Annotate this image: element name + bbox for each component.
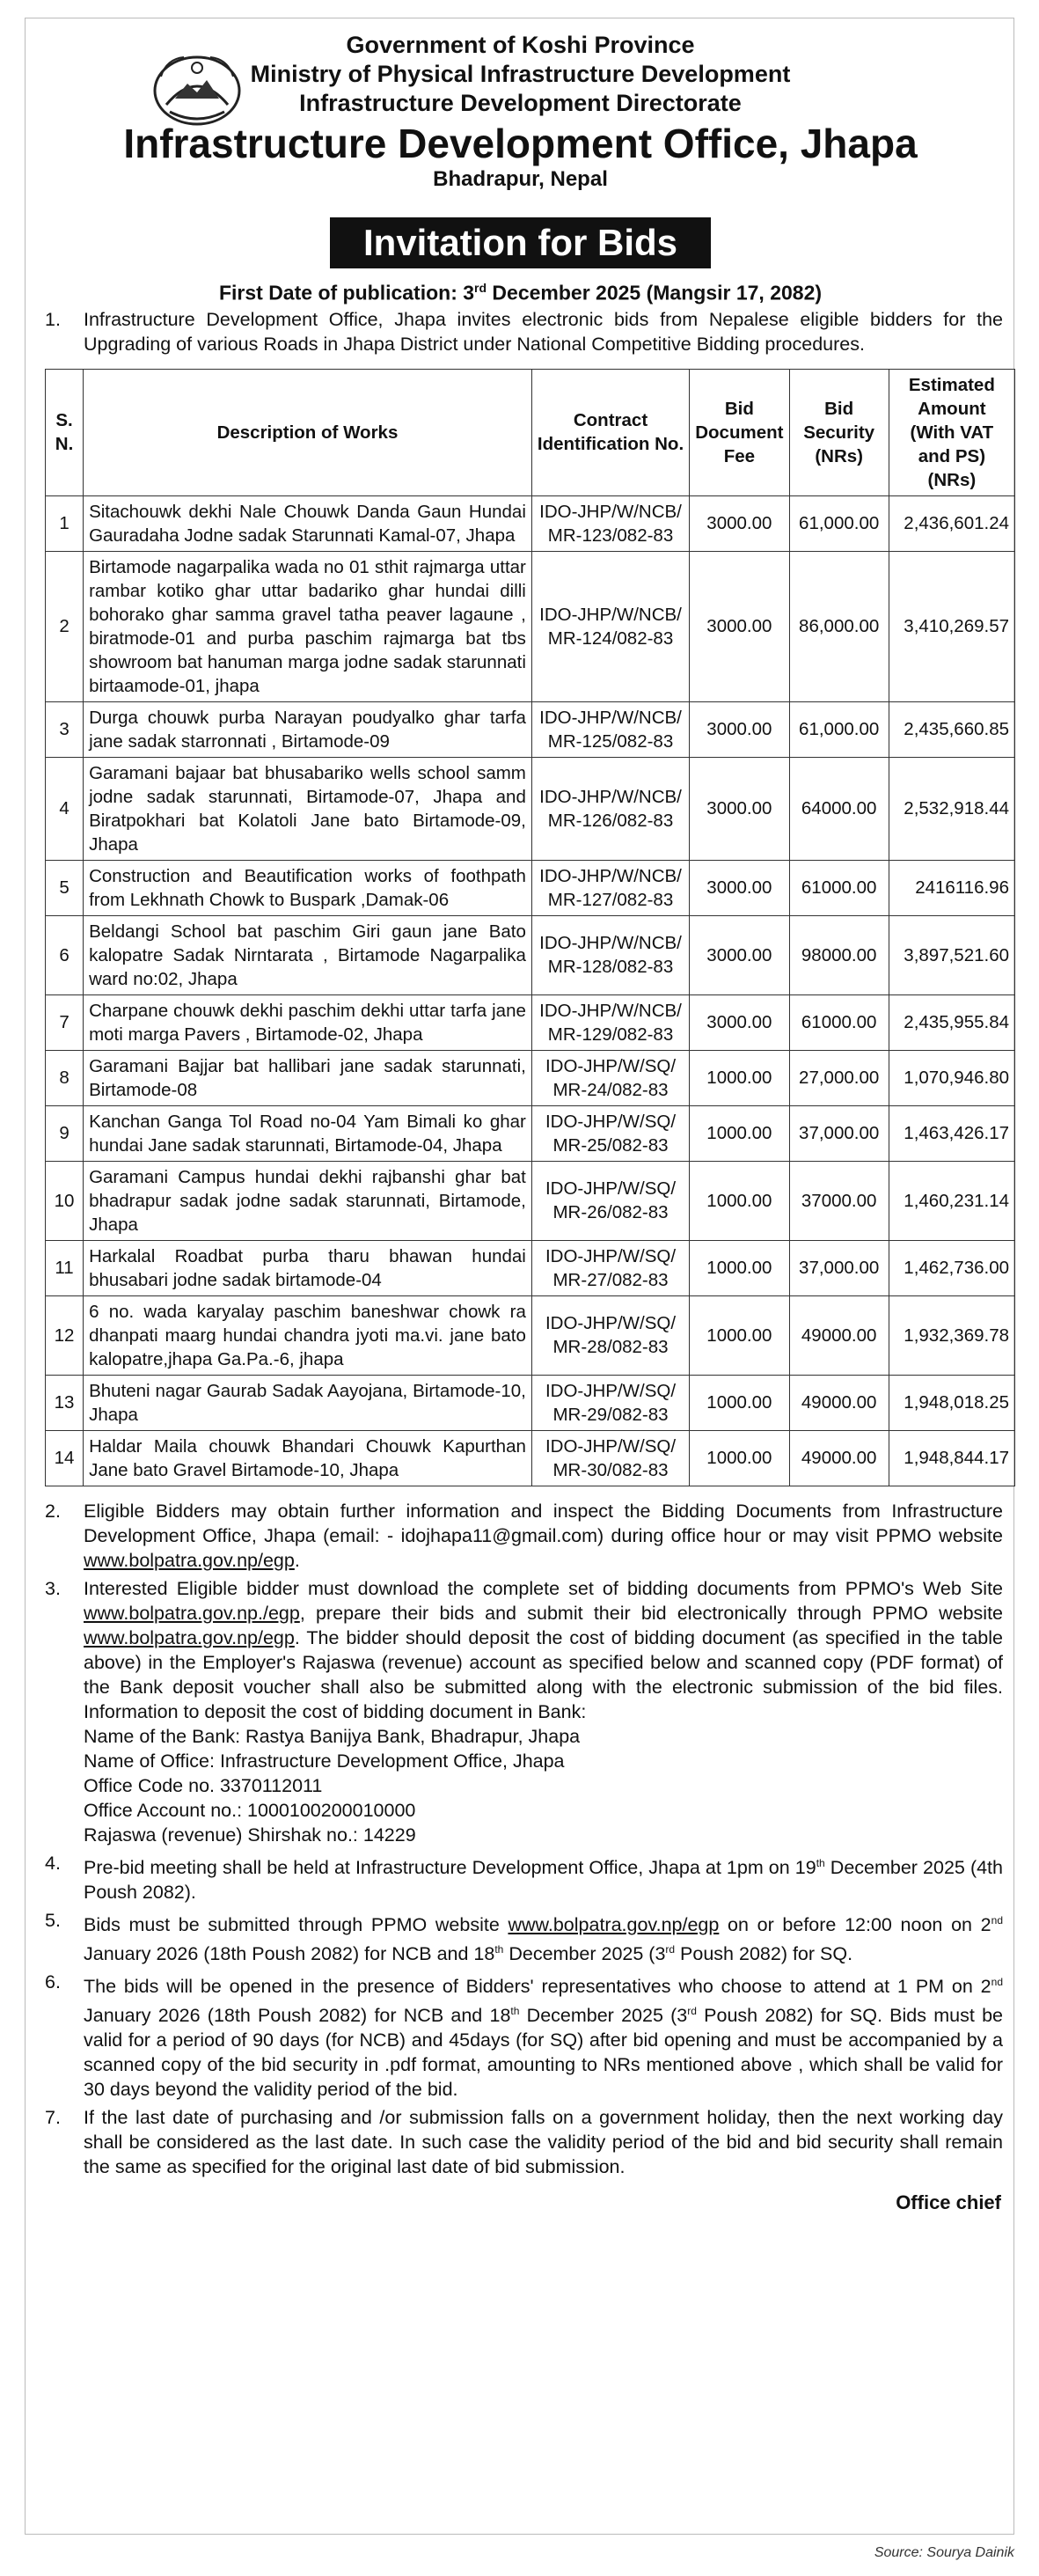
row-estimated-amount: 1,948,018.25 — [889, 1375, 1014, 1430]
paragraph-3: 3. Interested Eligible bidder must download the complete set of bidding documents from PPMO's Web Site www.bolpatra.gov.np./egp, prepare their bids and submit their bid electronically through PPMO website www.bolpatra.gov.np/egp. The bidder should deposit the cost of bidding document (as specified in the table above) in the Employer's Rajaswa (revenue) account as specified below and scanned copy (PDF format) of the Bank deposit voucher shall also be submitted along with the electronic submission of the bid files. Information to deposit the cost of bidding document in Bank: Name of the Bank: Rastya Banijya Bank, Bhadrapur, Jhapa Name of Office: Infrastructure Development Office, Jhapa Office Code no. 3370112011 Office Account no.: 1000100200010000 Rajaswa (revenue) Shirshak no.: 14229 — [45, 1577, 1003, 1846]
row-contract-id: IDO-JHP/W/SQ/ MR-24/082-83 — [531, 1050, 689, 1105]
row-description: Beldangi School bat paschim Giri gaun jane Bato kalopatre Sadak Nirntarata , Birtamode Nagarpalika ward no:02, Jhapa — [84, 915, 532, 994]
row-bid-security: 27,000.00 — [789, 1050, 889, 1105]
table-row — [46, 551, 1015, 701]
header-contract-id: Contract Identification No. — [531, 369, 689, 495]
publication-date: First Date of publication: 3rd December 2025 (Mangsir 17, 2082) — [218, 281, 823, 305]
row-contract-id: IDO-JHP/W/NCB/ MR-125/082-83 — [531, 701, 689, 757]
row-estimated-amount: 2,532,918.44 — [889, 757, 1014, 860]
office-title: Infrastructure Development Office, Jhapa — [123, 121, 918, 166]
row-doc-fee: 1000.00 — [690, 1430, 789, 1486]
header-estimated-amount: Estimated Amount (With VAT and PS) (NRs) — [889, 369, 1014, 495]
table-row — [46, 915, 1015, 994]
row-contract-id: IDO-JHP/W/SQ/ MR-30/082-83 — [531, 1430, 689, 1486]
row-doc-fee: 1000.00 — [690, 1240, 789, 1295]
signature: Office chief — [896, 2191, 1001, 2214]
row-sn: 12 — [46, 1295, 84, 1375]
paragraph-7: 7. If the last date of purchasing and /or submission falls on a government holiday, then the next working day shall be considered as the last date. In such case the validity period of the bid and bid security shall remain the same as specified for the original last date of bid submission. — [45, 2107, 1003, 2178]
row-estimated-amount: 2416116.96 — [889, 860, 1014, 915]
row-description: Garamani Campus hundai dekhi rajbanshi ghar bat bhadrapur sadak jodne sadak starunnati, Birtamode, Jhapa — [84, 1161, 532, 1240]
header-description: Description of Works — [84, 369, 532, 495]
row-contract-id: IDO-JHP/W/SQ/ MR-27/082-83 — [531, 1240, 689, 1295]
row-sn: 10 — [46, 1161, 84, 1240]
table-row — [46, 994, 1015, 1050]
rajaswa-shirshak: Rajaswa (revenue) Shirshak no.: 14229 — [84, 1824, 416, 1846]
row-bid-security: 37000.00 — [789, 1161, 889, 1240]
row-contract-id: IDO-JHP/W/NCB/ MR-128/082-83 — [531, 915, 689, 994]
bank-name: Name of the Bank: Rastya Banijya Bank, Bhadrapur, Jhapa — [84, 1725, 581, 1747]
row-estimated-amount: 2,435,955.84 — [889, 994, 1014, 1050]
row-description: Haldar Maila chouwk Bhandari Chouwk Kapurthan Jane bato Gravel Birtamode-10, Jhapa — [84, 1430, 532, 1486]
bids-table — [45, 369, 1015, 1486]
row-description: Kanchan Ganga Tol Road no-04 Yam Bimali ko ghar hundai Jane sadak starunnati, Birtamode-04, Jhapa — [84, 1105, 532, 1161]
paragraph-4: 4. Pre-bid meeting shall be held at Infrastructure Development Office, Jhapa at 1pm on 19th December 2025 (4th Poush 2082). — [45, 1852, 1003, 1903]
row-bid-security: 37,000.00 — [789, 1240, 889, 1295]
row-contract-id: IDO-JHP/W/SQ/ MR-28/082-83 — [531, 1295, 689, 1375]
row-bid-security: 37,000.00 — [789, 1105, 889, 1161]
row-sn: 3 — [46, 701, 84, 757]
row-doc-fee: 3000.00 — [690, 757, 789, 860]
ministry-line: Ministry of Physical Infrastructure Development — [250, 61, 791, 87]
row-bid-security: 49000.00 — [789, 1375, 889, 1430]
row-doc-fee: 3000.00 — [690, 701, 789, 757]
row-doc-fee: 3000.00 — [690, 915, 789, 994]
row-contract-id: IDO-JHP/W/NCB/ MR-126/082-83 — [531, 757, 689, 860]
row-contract-id: IDO-JHP/W/NCB/ MR-123/082-83 — [531, 495, 689, 551]
row-sn: 8 — [46, 1050, 84, 1105]
table-row — [46, 1050, 1015, 1105]
row-bid-security: 61000.00 — [789, 994, 889, 1050]
row-bid-security: 86,000.00 — [789, 551, 889, 701]
row-estimated-amount: 3,897,521.60 — [889, 915, 1014, 994]
row-description: Durga chouwk purba Narayan poudyalko ghar tarfa jane sadak starronnati , Birtamode-09 — [84, 701, 532, 757]
table-row — [46, 701, 1015, 757]
notice-page — [25, 18, 1014, 2535]
row-sn: 11 — [46, 1240, 84, 1295]
nepal-emblem-icon — [149, 50, 245, 129]
row-bid-security: 61000.00 — [789, 860, 889, 915]
row-sn: 7 — [46, 994, 84, 1050]
table-row — [46, 1295, 1015, 1375]
row-bid-security: 64000.00 — [789, 757, 889, 860]
row-contract-id: IDO-JHP/W/NCB/ MR-124/082-83 — [531, 551, 689, 701]
row-sn: 5 — [46, 860, 84, 915]
row-sn: 2 — [46, 551, 84, 701]
row-estimated-amount: 2,435,660.85 — [889, 701, 1014, 757]
row-contract-id: IDO-JHP/W/NCB/ MR-127/082-83 — [531, 860, 689, 915]
row-estimated-amount: 1,462,736.00 — [889, 1240, 1014, 1295]
ppmo-download-link[interactable]: www.bolpatra.gov.np./egp — [84, 1602, 300, 1624]
table-header-row — [46, 369, 1015, 495]
row-sn: 1 — [46, 495, 84, 551]
table-row — [46, 860, 1015, 915]
row-description: Birtamode nagarpalika wada no 01 sthit rajmarga uttar rambar kotiko ghar uttar badariko ghar hundai dilli bohorako ghar samma gravel tatha peaver lagaune , biratmode-01 and purba paschim rajmarga bat tbs showroom bat hanuman marga jodne sadak starunnati birtaamode-01, jhapa — [84, 551, 532, 701]
paragraph-5: 5. Bids must be submitted through PPMO website www.bolpatra.gov.np/egp on or before 12:00 noon on 2nd January 2026 (18th Poush 2082) for NCB and 18th December 2025 (3rd Poush 2082) for SQ. — [45, 1909, 1003, 1965]
row-estimated-amount: 3,410,269.57 — [889, 551, 1014, 701]
table-row — [46, 1240, 1015, 1295]
ppmo-submit-link[interactable]: www.bolpatra.gov.np/egp — [84, 1626, 295, 1648]
row-bid-security: 61,000.00 — [789, 701, 889, 757]
ifb-title: Invitation for Bids — [330, 217, 711, 268]
paragraph-1: 1. Infrastructure Development Office, Jhapa invites electronic bids from Nepalese eligible bidders for the Upgrading of various Roads in Jhapa District under National Competitive Bidding procedures. — [45, 308, 1003, 355]
row-description: Charpane chouwk dekhi paschim dekhi uttar tarfa jane moti marga Pavers , Birtamode-02, Jhapa — [84, 994, 532, 1050]
office-account: Office Account no.: 1000100200010000 — [84, 1799, 416, 1821]
row-doc-fee: 1000.00 — [690, 1105, 789, 1161]
table-row — [46, 1375, 1015, 1430]
row-description: Sitachouwk dekhi Nale Chouwk Danda Gaun Hundai Gauradaha Jodne sadak Starunnati Kamal-07, Jhapa — [84, 495, 532, 551]
notice-header — [38, 31, 1003, 198]
row-description: Construction and Beautification works of foothpath from Lekhnath Chowk to Buspark ,Damak-06 — [84, 860, 532, 915]
table-row — [46, 1105, 1015, 1161]
row-contract-id: IDO-JHP/W/SQ/ MR-29/082-83 — [531, 1375, 689, 1430]
row-doc-fee: 1000.00 — [690, 1295, 789, 1375]
row-sn: 6 — [46, 915, 84, 994]
row-estimated-amount: 1,070,946.80 — [889, 1050, 1014, 1105]
row-estimated-amount: 1,932,369.78 — [889, 1295, 1014, 1375]
table-row — [46, 1161, 1015, 1240]
row-contract-id: IDO-JHP/W/SQ/ MR-26/082-83 — [531, 1161, 689, 1240]
table-row — [46, 757, 1015, 860]
table-row — [46, 495, 1015, 551]
row-doc-fee: 3000.00 — [690, 860, 789, 915]
table-row — [46, 1430, 1015, 1486]
source-credit: Source: Sourya Dainik — [874, 2545, 1014, 2560]
row-description: Garamani Bajjar bat hallibari jane sadak starunnati, Birtamode-08 — [84, 1050, 532, 1105]
row-doc-fee: 1000.00 — [690, 1375, 789, 1430]
office-name: Name of Office: Infrastructure Development Office, Jhapa — [84, 1750, 565, 1772]
office-code: Office Code no. 3370112011 — [84, 1774, 323, 1796]
row-sn: 14 — [46, 1430, 84, 1486]
header-doc-fee: Bid Document Fee — [690, 369, 789, 495]
row-contract-id: IDO-JHP/W/SQ/ MR-25/082-83 — [531, 1105, 689, 1161]
row-contract-id: IDO-JHP/W/NCB/ MR-129/082-83 — [531, 994, 689, 1050]
directorate-line: Infrastructure Development Directorate — [299, 90, 742, 116]
government-line: Government of Koshi Province — [346, 32, 695, 58]
row-sn: 4 — [46, 757, 84, 860]
row-estimated-amount: 1,463,426.17 — [889, 1105, 1014, 1161]
header-sn: S. N. — [46, 369, 84, 495]
row-bid-security: 49000.00 — [789, 1430, 889, 1486]
row-bid-security: 49000.00 — [789, 1295, 889, 1375]
ppmo-bid-link[interactable]: www.bolpatra.gov.np/egp — [508, 1913, 720, 1935]
row-doc-fee: 3000.00 — [690, 551, 789, 701]
row-estimated-amount: 1,460,231.14 — [889, 1161, 1014, 1240]
ppmo-link[interactable]: www.bolpatra.gov.np/egp — [84, 1549, 295, 1571]
row-doc-fee: 1000.00 — [690, 1050, 789, 1105]
notes-section — [38, 1499, 1003, 2180]
row-description: 6 no. wada karyalay paschim baneshwar chowk ra dhanpati maarg hundai chandra jyoti ma.vi. jane bato kalopatre,jhapa Ga.Pa.-6, jhapa — [84, 1295, 532, 1375]
row-doc-fee: 3000.00 — [690, 495, 789, 551]
row-doc-fee: 1000.00 — [690, 1161, 789, 1240]
row-bid-security: 61,000.00 — [789, 495, 889, 551]
row-description: Bhuteni nagar Gaurab Sadak Aayojana, Birtamode-10, Jhapa — [84, 1375, 532, 1430]
row-bid-security: 98000.00 — [789, 915, 889, 994]
row-description: Garamani bajaar bat bhusabariko wells school samm jodne sadak starunnati, Birtamode-07, Jhapa and Biratpokhari bat Kolatoli Jane bato Birtamode-09, Jhapa — [84, 757, 532, 860]
row-estimated-amount: 1,948,844.17 — [889, 1430, 1014, 1486]
row-sn: 9 — [46, 1105, 84, 1161]
row-description: Harkalal Roadbat purba tharu bhawan hundai bhusabari jodne sadak birtamode-04 — [84, 1240, 532, 1295]
row-estimated-amount: 2,436,601.24 — [889, 495, 1014, 551]
office-location: Bhadrapur, Nepal — [433, 167, 608, 191]
row-sn: 13 — [46, 1375, 84, 1430]
header-bid-security: Bid Security (NRs) — [789, 369, 889, 495]
paragraph-2: 2. Eligible Bidders may obtain further information and inspect the Bidding Documents from Infrastructure Development Office, Jhapa (email: - idojhapa11@gmail.com) during office hour or may visit PPMO website www.bolpatra.gov.np/egp. — [45, 1500, 1003, 1571]
row-doc-fee: 3000.00 — [690, 994, 789, 1050]
paragraph-6: 6. The bids will be opened in the presence of Bidders' representatives who choose to attend at 1 PM on 2nd January 2026 (18th Poush 2082) for NCB and 18th December 2025 (3rd Poush 2082) for SQ. Bids must be valid for a period of 90 days (for NCB) and 45days (for SQ) after bid opening and must be accompanied by a scanned copy of the bid security in .pdf format, amounting to NRs mentioned above , which shall be valid for 30 days beyond the validity period of the bid. — [45, 1971, 1003, 2101]
